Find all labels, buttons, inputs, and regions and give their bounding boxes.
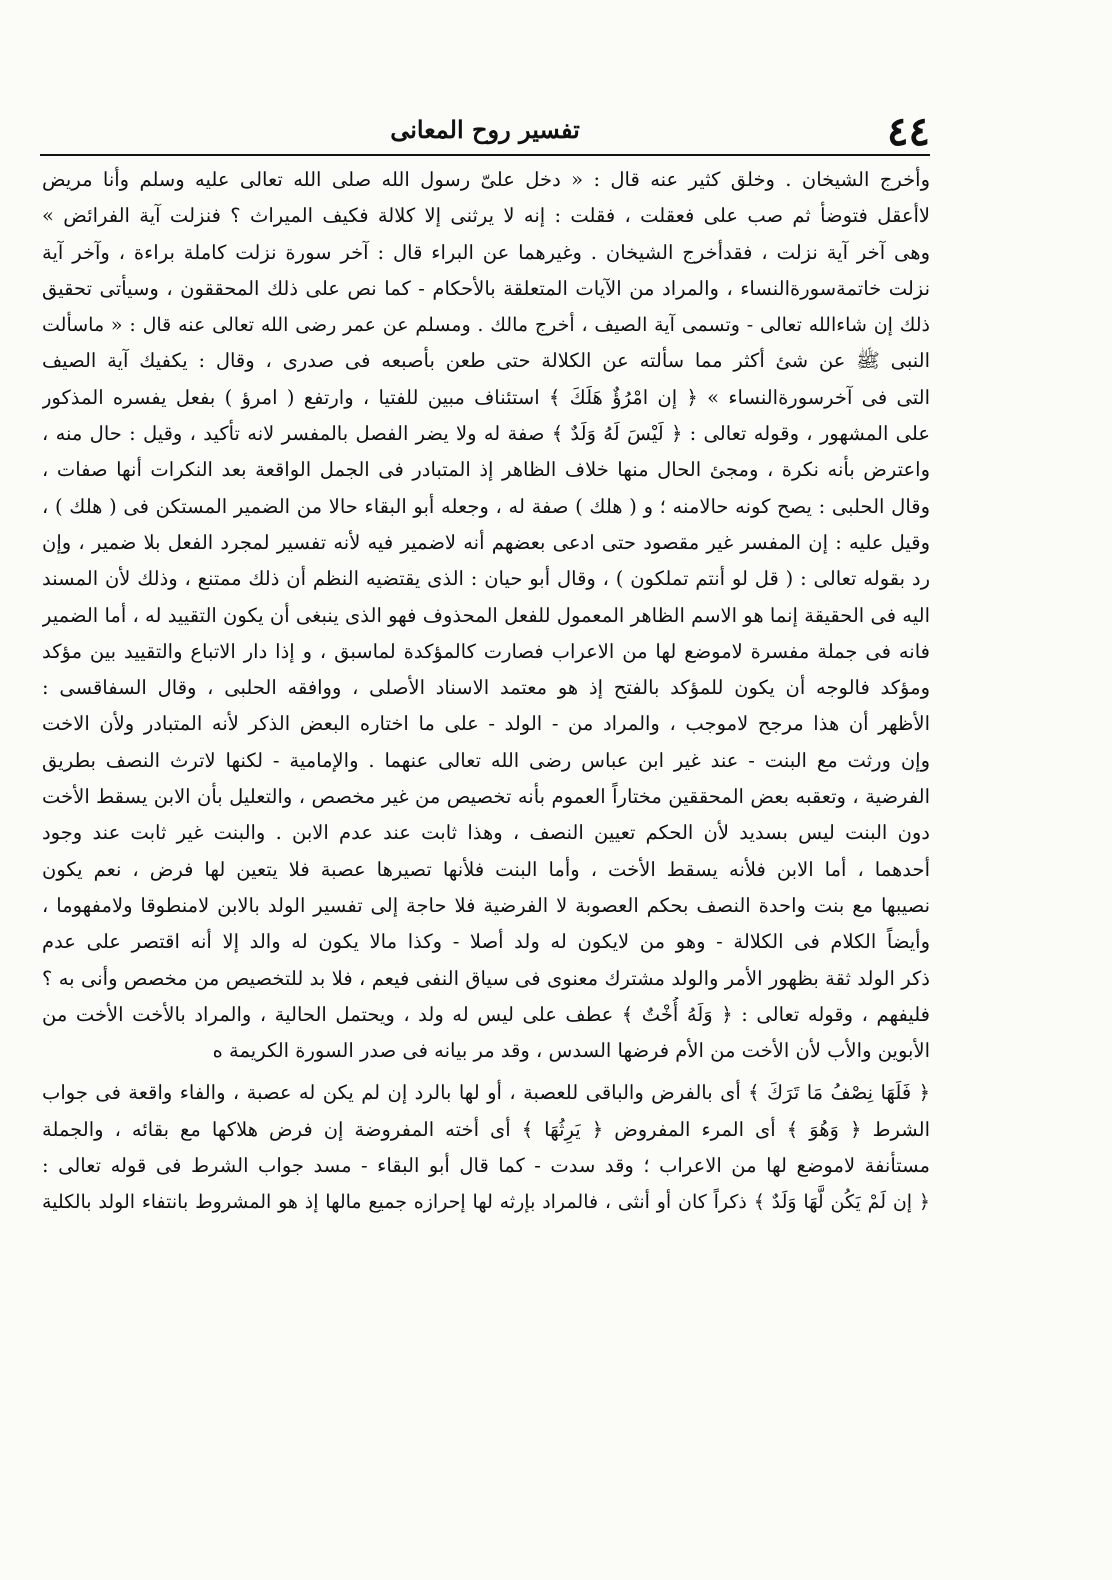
- text-line: أحدهما ، أما الابن فلأنه يسقط الأخت ، وأما البنت فلأنها تصيرها عصبة فلا يتعين لها فرض ، نعم يكون: [42, 857, 930, 881]
- text-line: فليفهم ، وقوله تعالى : ﴿ وَلَهُ أُخْتٌ ﴾ عطف على ليس له ولد ، ويحتمل الحالية ، والمراد بالأخت الأخت من: [42, 1002, 930, 1026]
- header-rule: [40, 154, 930, 156]
- text-line: اليه فى الحقيقة إنما هو الاسم الظاهر المعمول للفعل المحذوف فهو الذى ينبغى أن يكون التقييد له ، أما الضمير: [42, 603, 930, 627]
- text-line: ﴿ فَلَهَا نِصْفُ مَا تَرَكَ ﴾ أى بالفرض والباقى للعصبة ، أو لها بالرد إن لم يكن له عصبة ، والفاء واقعة فى جواب: [42, 1081, 930, 1105]
- text-line: وهى آخر آية نزلت ، فقدأخرج الشيخان . وغيرهما عن البراء قال : آخر سورة نزلت كاملة براءة ، وآخر آية: [42, 240, 930, 264]
- text-line: نصيبها مع بنت واحدة النصف بحكم العصوبة لا الفرضية فلا حاجة إلى تفسير الولد بالابن لامنطوقا ولامفهوما ،: [42, 893, 930, 917]
- text-line: وأيضاً الكلام فى الكلالة - وهو من لايكون له ولد أصلا - وكذا مالا يكون له والد إلا أنه اقتصر على عدم: [42, 930, 930, 954]
- text-line: النبى ﷺ عن شئ أكثر مما سألته عن الكلالة حتى طعن بأصبعه فى صدرى ، وقال : يكفيك آية الصيف: [42, 349, 930, 373]
- text-line: وإن ورثت مع البنت - عند غير ابن عباس رضى الله تعالى عنهما . والإمامية - لكنها لاترث النصف بطريق: [42, 748, 930, 772]
- page-header: [40, 100, 930, 154]
- text-line: ذكر الولد ثقة بظهور الأمر والولد مشترك معنوى فى سياق النفى فيعم ، فلا بد للتخصيص من مخصص وأنى به ؟: [42, 966, 930, 990]
- text-line: دون البنت ليس بسديد لأن الحكم تعيين النصف ، وهذا ثابت عند عدم الابن . والبنت غير ثابت عند وجود: [42, 821, 930, 845]
- text-line: الأظهر أن هذا مرجح لاموجب ، والمراد من - الولد - على ما اختاره البعض الذكر لأنه المتبادر ولأن الاخت: [42, 712, 930, 736]
- text-line: وقال الحلبى : يصح كونه حالامنه ؛ و ( هلك ) صفة له ، وجعله أبو البقاء حالا من الضمير المستكن فى ( هلك ) ،: [42, 494, 930, 518]
- text-line: نزلت خاتمةسورةالنساء ، والمراد من الآيات المتعلقة بالأحكام - كما نص على ذلك المحققون ، وسيأتى تحقيق: [42, 276, 930, 300]
- text-line: رد بقوله تعالى : ( قل لو أنتم تملكون ) ، وقال أبو حيان : الذى يقتضيه النظم أن ذلك ممتنع ، وذلك لأن المسند: [42, 567, 930, 591]
- commentary-text: [42, 162, 930, 1221]
- text-line: الفرضية ، وتعقبه بعض المحققين مختاراً العموم بأنه تخصيص من غير مخصص ، والتعليل بأن الابن يسقط الأخت: [42, 785, 930, 809]
- text-line: الأبوين والأب لأن الأخت من الأم فرضها السدس ، وقد مر بيانه فى صدر السورة الكريمة ه: [212, 1039, 930, 1063]
- text-line: وقيل عليه : إن المفسر غير مقصود حتى ادعى بعضهم أنه لاضمير فيه لأنه تفسير لمجرد الفعل بلا ضمير ، وإن: [42, 530, 930, 554]
- text-line: على المشهور ، وقوله تعالى : ﴿ لَيْسَ لَهُ وَلَدٌ ﴾ صفة له ولا يضر الفصل بالمفسر لانه تأكيد ، وقيل : حال منه ،: [42, 422, 930, 446]
- text-line: مستأنفة لاموضع لها من الاعراب ؛ وقد سدت - كما قال أبو البقاء - مسد جواب الشرط فى قوله تعالى :: [42, 1154, 930, 1178]
- text-line: التى فى آخرسورةالنساء » ﴿ إن امْرُؤٌ هَلَكَ ﴾ استئناف مبين للفتيا ، وارتفع ( امرؤ ) بفعل يفسره المذكور: [42, 385, 930, 409]
- text-line: ذلك إن شاءالله تعالى - وتسمى آية الصيف ، أخرج مالك . ومسلم عن عمر رضى الله تعالى عنه قال : « ماسألت: [42, 314, 930, 337]
- text-line: وأخرج الشيخان . وخلق كثير عنه قال : « دخل علىّ رسول الله صلى الله تعالى عليه وسلم وأنا مريض: [42, 168, 930, 191]
- text-line: ﴿ إن لَمْ يَكُن لَّهَا وَلَدٌ ﴾ ذكراً كان أو أنثى ، فالمراد بإرثه لها إحرازه جميع مالها إذ هو المشروط بانتفاء الولد بالكلية: [42, 1191, 930, 1214]
- text-line: فانه فى جملة مفسرة لاموضع لها من الاعراب فصارت كالمؤكدة لماسبق ، و إذا دار الاتباع والتقييد بين مؤكد: [42, 639, 930, 663]
- text-line: واعترض بأنه نكرة ، ومجئ الحال منها خلاف الظاهر إذ المتبادر فى الجمل الواقعة بعد النكرات أنها صفات ،: [42, 458, 930, 482]
- running-title: تفسير روح المعانى: [390, 115, 580, 144]
- text-line: ومؤكد فالوجه أن يكون للمؤكد بالفتح إذ هو معتمد الاسناد الأصلى ، ووافقه الحلبى ، وقال السفاقسى :: [42, 676, 930, 700]
- page-number: ٤٤: [887, 108, 930, 155]
- text-line: لاأعقل فتوضأ ثم صب على فعقلت ، فقلت : إنه لا يرثنى إلا كلالة فكيف الميراث ؟ فنزلت آية الفرائض »: [42, 204, 930, 228]
- text-line: الشرط ﴿ وَهُوَ ﴾ أى المرء المفروض ﴿ يَرِثُهَا ﴾ أى أخته المفروضة إن فرض هلاكها مع بقائه ، والجملة: [42, 1117, 930, 1141]
